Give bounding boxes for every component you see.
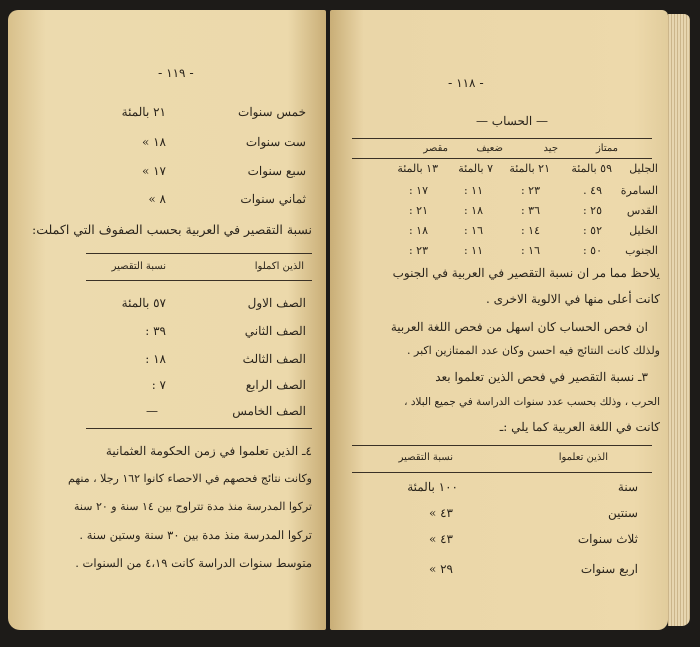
open-book <box>8 10 692 638</box>
page-edges <box>668 14 690 626</box>
left-page: - ١١٩ - خمس سنوات ٢١ بالمئة ست سنوات ١٨ » سبع سنوات ١٧ » ثماني سنوات ٨ » نسبة التقصير في العربية بحسب الصفوف التي اكملت: الذين اكملوا نسبة التقصير الصف الاول ٥٧ بالمئة الصف الثاني ٣٩ : الصف الثالث ١٨ : الصف الرابع ٧ : الصف الخامس — ٤ـ الذين تعلموا في زمن الحكومة العثمانية وكانت نتائج فحصهم في الاحصاء كانوا ١٦٢ رجلا ، منهم تركوا المدرسة منذ مدة تتراوح بين ١٤ سنة و ٢٠ سنة تركوا المدرسة منذ مدة بين ٣٠ سنة وستين سنة . متوسط سنوات الدراسة كانت ٤،١٩ من السنوات . <box>8 10 326 630</box>
paragraph-line: الحرب ، وذلك بحسب عدد سنوات الدراسة في جميع البلاد ، <box>404 396 660 408</box>
paragraph-line: ان فحص الحساب كان اسهل من فحص اللغة العربية <box>390 320 648 334</box>
paragraph-line: متوسط سنوات الدراسة كانت ٤،١٩ من السنوات . <box>75 556 312 570</box>
paragraph-line: ٤ـ الذين تعلموا في زمن الحكومة العثمانية <box>105 444 312 458</box>
grade-rule-mid <box>352 158 652 159</box>
paragraph-line: ٣ـ نسبة التقصير في فحص الذين تعلموا بعد <box>435 370 648 384</box>
paragraph-line: كانت أعلى منها في الالوية الاخرى . <box>485 292 660 306</box>
paragraph-line: تركوا المدرسة منذ مدة بين ٣٠ سنة وستين سنة . <box>79 528 312 542</box>
table-rule-mid <box>352 472 652 473</box>
section-title: — الحساب — <box>475 114 548 128</box>
right-page: - ١١٨ - — الحساب — ممتاز جيد ضعيف مقصر الجليل ٥٩ بالمئة ٢١ بالمئة ٧ بالمئة ١٣ بالمئة السامرة ٤٩ . ٢٣ : ١١ : ١٧ : القدس ٢٥ : ٣٦ : ١٨ : ٢١ : الخليل ٥٢ : ١٤ : ١٦ : ١٨ : الجنوب ٥٠ : ١٦ : ١١ : ٢٣ : يلاحظ مما مر ان نسبة التقصير في العربية في الجنوب كانت أعلى منها في الالوية الاخرى . ان فحص الحساب كان اسهل من فحص اللغة العربية ولذلك كانت النتائج فيه احسن وكان عدد الممتازين اكبر . ٣ـ نسبة التقصير في فحص الذين تعلموا بعد الحرب ، وذلك بحسب عدد سنوات الدراسة في جميع البلاد ، كانت في اللغة العربية كما يلي :ـ الذين تعلموا نسبة التقصير سنة ١٠٠ بالمئة سنتين ٤٣ » ثلاث سنوات ٤٣ » اربع سنوات ٢٩ » <box>330 10 668 630</box>
page-number-left: - ١١٩ - <box>158 66 194 80</box>
section-heading: نسبة التقصير في العربية بحسب الصفوف التي اكملت: <box>32 222 312 237</box>
paragraph-line: يلاحظ مما مر ان نسبة التقصير في العربية في الجنوب <box>392 266 660 280</box>
paragraph-line: ولذلك كانت النتائج فيه احسن وكان عدد الممتازين اكبر . <box>407 344 660 357</box>
paragraph-line: وكانت نتائج فحصهم في الاحصاء كانوا ١٦٢ رجلا ، منهم <box>68 472 312 485</box>
page-number-right: - ١١٨ - <box>448 76 484 90</box>
grade-rule-top <box>352 138 652 139</box>
table-rule-bottom <box>86 428 312 429</box>
paragraph-line: تركوا المدرسة منذ مدة تتراوح بين ١٤ سنة و ٢٠ سنة <box>74 500 312 513</box>
table-rule-top <box>86 253 312 254</box>
table-rule-top <box>352 445 652 446</box>
paragraph-line: كانت في اللغة العربية كما يلي :ـ <box>499 420 660 434</box>
table-rule-mid <box>86 280 312 281</box>
